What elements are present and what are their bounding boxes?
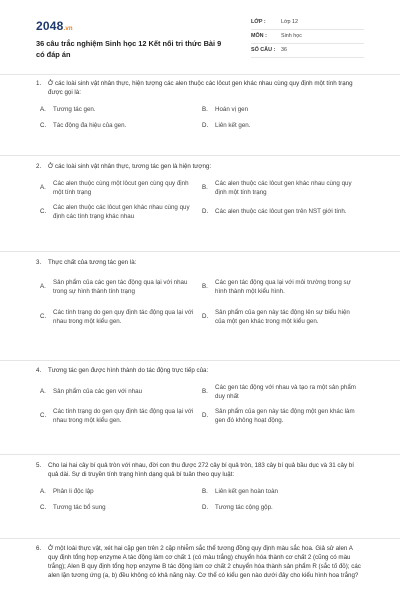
question-number: 5. xyxy=(36,462,42,469)
meta-row-subject xyxy=(251,30,364,44)
option-key: B. xyxy=(202,388,208,396)
question-text: Tương tác gen được hình thành do tác động trực tiếp của: xyxy=(48,367,209,374)
option-key: A. xyxy=(40,283,46,291)
question-2 xyxy=(36,163,364,225)
option-b[interactable] xyxy=(202,273,364,303)
option-text: Các tính trạng do gen quy định tác động qua lại với nhau trong một kiểu gen. xyxy=(53,408,194,424)
option-text: Liên kết gen hoàn toàn xyxy=(215,488,278,496)
option-text: Sản phẩm của gen này tác động lên sự biểu hiện của một gen khác trong một kiểu gen. xyxy=(215,309,350,325)
question-number: 6. xyxy=(36,545,42,552)
document-header xyxy=(36,14,364,62)
option-text: Tác động đa hiệu của gen. xyxy=(53,122,127,130)
option-key: B. xyxy=(202,488,208,496)
option-d[interactable] xyxy=(202,303,364,333)
question-5 xyxy=(36,462,364,517)
logo-suffix: .vn xyxy=(63,26,73,32)
option-c[interactable] xyxy=(40,303,202,333)
option-key: A. xyxy=(40,488,46,496)
option-key: C. xyxy=(40,313,47,321)
option-key: B. xyxy=(202,106,208,114)
meta-value: Sinh học xyxy=(281,32,302,39)
option-text: Các alen thuộc cùng một lôcut gen cùng quy định một tính trạng xyxy=(53,180,189,196)
question-text: Cho lai hai cây bí quả tròn với nhau, đời con thu được 272 cây bí quả tròn, 183 cây bí quả bầu dục và 31 cây bí quả dài. Sự di truyền tính trạng hình dạng quả bí tuân theo quy luật: xyxy=(48,462,354,478)
question-number: 1. xyxy=(36,80,42,87)
divider xyxy=(0,251,400,252)
question-text: Ở một loài thực vật, xét hai cặp gen trên 2 cặp nhiễm sắc thể tương đồng quy định màu sắc hoa. Giả sử alen A quy định tổng hợp enzyme A tác động làm cơ chất 1 (có màu trắng) chuyển hóa thành cơ chất 2 (cũng có màu trắng); Alen B quy định tổng hợp enzyme B tác động làm cơ chất 2 chuyển hóa thành sản phẩm R (sắc tố đỏ); các alen lặn tương ứng (a, b) đều không có khả năng này. Cơ thể có kiểu gen nào dưới đây cho kiểu hình hoa trắng? xyxy=(48,545,361,579)
option-key: C. xyxy=(40,412,47,420)
option-key: D. xyxy=(202,412,209,420)
question-text: Ở các loài sinh vật nhân thực, tương tác gen là hiện tượng: xyxy=(48,163,212,170)
option-text: Các gen tác động với nhau và tạo ra một sản phẩm duy nhất xyxy=(215,384,356,400)
option-key: C. xyxy=(40,504,47,512)
option-key: A. xyxy=(40,388,46,396)
option-a[interactable] xyxy=(40,103,202,119)
option-key: A. xyxy=(40,106,46,114)
site-logo[interactable] xyxy=(36,18,73,35)
option-text: Liên kết gen. xyxy=(215,122,251,130)
divider xyxy=(0,74,400,75)
option-key: A. xyxy=(40,184,46,192)
question-6 xyxy=(36,545,364,581)
option-key: D. xyxy=(202,122,209,130)
question-text: Ở các loài sinh vật nhân thực, hiện tượng các alen thuộc các lôcut gen khác nhau cùng quy định một tính trạng được gọi là: xyxy=(48,80,353,96)
option-text: Hoán vị gen xyxy=(215,106,249,114)
question-number: 4. xyxy=(36,367,42,374)
option-text: Các alen thuộc các lôcut gen khác nhau cùng quy định một tính trạng xyxy=(215,180,352,196)
meta-row-count xyxy=(251,44,364,58)
option-c[interactable] xyxy=(40,201,202,225)
option-b[interactable] xyxy=(202,103,364,119)
option-b[interactable] xyxy=(202,177,364,201)
divider xyxy=(0,360,400,361)
question-3 xyxy=(36,259,364,333)
meta-table xyxy=(251,16,364,58)
option-text: Phân li độc lập xyxy=(53,488,94,496)
option-b[interactable] xyxy=(202,381,364,405)
option-key: D. xyxy=(202,504,209,512)
option-c[interactable] xyxy=(40,501,202,517)
meta-value: 36 xyxy=(281,46,287,53)
meta-label: SỐ CÂU : xyxy=(251,46,276,53)
option-key: C. xyxy=(40,208,47,216)
option-c[interactable] xyxy=(40,119,202,135)
divider xyxy=(0,454,400,455)
divider xyxy=(0,155,400,156)
option-text: Các tính trạng do gen quy định tác động qua lại với nhau trong một kiểu gen. xyxy=(53,309,194,325)
option-a[interactable] xyxy=(40,381,202,405)
option-text: Tương tác bổ sung xyxy=(53,504,106,512)
option-d[interactable] xyxy=(202,405,364,429)
option-text: Các alen thuộc các lôcut gen trên NST giới tính. xyxy=(215,208,347,216)
meta-label: MÔN : xyxy=(251,32,267,39)
option-text: Sản phẩm của gen này tác động một gen khác làm gen đó không hoạt động. xyxy=(215,408,355,424)
option-text: Sản phẩm của các gen tác động qua lại với nhau trong sự hình thành tính trạng xyxy=(53,279,188,295)
option-text: Sản phẩm của các gen với nhau xyxy=(53,388,143,396)
option-a[interactable] xyxy=(40,273,202,303)
question-1 xyxy=(36,80,364,135)
option-text: Tương tác gen. xyxy=(53,106,96,114)
question-number: 2. xyxy=(36,163,42,170)
option-a[interactable] xyxy=(40,177,202,201)
option-text: Các gen tác động qua lại với môi trường trong sự hình thành một kiểu hình. xyxy=(215,279,351,295)
meta-row-class xyxy=(251,16,364,30)
option-key: B. xyxy=(202,184,208,192)
meta-label: LỚP : xyxy=(251,18,266,25)
option-key: B. xyxy=(202,283,208,291)
question-number: 3. xyxy=(36,259,42,266)
option-key: D. xyxy=(202,208,209,216)
divider xyxy=(0,538,400,539)
question-text: Thực chất của tương tác gen là: xyxy=(48,259,137,266)
option-a[interactable] xyxy=(40,485,202,501)
logo-main: 2048 xyxy=(36,19,64,33)
document-title: 36 câu trắc nghiệm Sinh học 12 Kết nối tri thức Bài 9 có đáp án xyxy=(36,39,222,60)
option-d[interactable] xyxy=(202,119,364,135)
option-d[interactable] xyxy=(202,201,364,225)
option-c[interactable] xyxy=(40,405,202,429)
option-text: Các alen thuộc các lôcut gen khác nhau cùng quy định các tính trạng khác nhau xyxy=(53,204,190,220)
question-4 xyxy=(36,367,364,429)
option-text: Tương tác cộng gộp. xyxy=(215,504,273,512)
option-key: D. xyxy=(202,313,209,321)
meta-value: Lớp 12 xyxy=(281,18,299,25)
option-b[interactable] xyxy=(202,485,364,501)
option-key: C. xyxy=(40,122,47,130)
option-d[interactable] xyxy=(202,501,364,517)
